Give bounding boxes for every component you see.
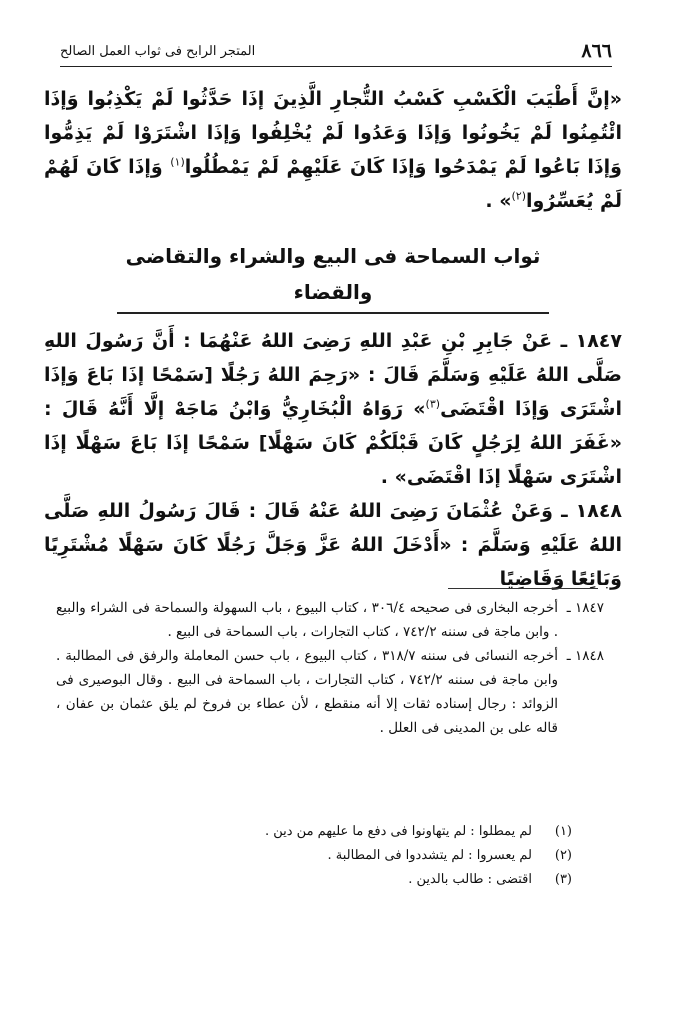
hadith-number-1848: ١٨٤٨ ـ: [561, 500, 623, 522]
hadith-1848-text: وَعَنْ عُثْمَانَ رَضِىَ اللهُ عَنْهُ قَالَ : قَالَ رَسُولُ اللهِ صَلَّى اللهُ عَلَيْهِ وَسَلَّمَ : «أَدْخَلَ اللهُ عَزَّ وَجَلَّ رَجُلًا كَانَ سَهْلًا مُشْتَرِيًا وَبَائِعًا وَقَاضِيًا: [44, 500, 622, 590]
glossary-item-1: [120, 820, 572, 844]
footnote-divider: [448, 588, 598, 589]
glossary-text: لم يمطلوا : لم يتهاونوا فى دفع ما عليهم من دين .: [264, 824, 532, 839]
glossary-number: (٢): [554, 848, 572, 863]
page-number: ٨٦٦: [581, 40, 612, 62]
source-note-1848: [56, 644, 604, 740]
hadith-number-1847: ١٨٤٧ ـ: [560, 330, 622, 352]
source-note-number: ١٨٤٨ ـ: [566, 648, 604, 664]
source-note-text: أخرجه النسائى فى سننه ٣١٨/٧ ، كتاب البيوع ، باب حسن المعاملة والرفق فى المطالبة . وابن ماجة فى سننه ٧٤٢/٢ ، كتاب التجارات ، باب السماحة فى البيع . وقال البوصيرى فى الزوائد : رجال إسناده ثقات إلا أنه منقطع ، لأن عطاء بن فروخ لم يلق عثمان بن عفان ، قاله على بن المدينى فى العلل .: [56, 648, 558, 736]
intro-text: «إنَّ أَطْيَبَ الْكَسْبِ كَسْبُ التُّجارِ الَّذِينَ إذَا حَدَّثُوا لَمْ يَكْذِبُوا وَإذَا ائْتُمِنُوا لَمْ يَخُونُوا وَإذَا وَعَدُوا لَمْ يُخْلِفُوا وَإذَا اشْتَرَوْا لَمْ يَذِمُّوا وَإذَا بَاعُوا لَمْ يَمْدَحُوا وَإذَا كَانَ عَلَيْهِمْ لَمْ يَمْطُلُوا: [44, 88, 622, 178]
intro-end: » .: [485, 190, 512, 212]
glossary-item-2: [120, 844, 572, 868]
hadith-1847: [44, 324, 622, 494]
section-heading: ثواب السماحة فى البيع والشراء والتقاضى والقضاء: [117, 238, 549, 314]
main-text: [44, 82, 622, 596]
running-title: المتجر الرابح فى ثواب العمل الصالح: [60, 43, 256, 59]
glossary-number: (٣): [554, 872, 572, 887]
hadith-1847-text-b: » رَوَاهُ الْبُخَارِيُّ وَابْنُ مَاجَهْ إلَّا أَنَّهُ قَالَ : «غَفَرَ اللهُ لِرَجُلٍ كَانَ قَبْلَكُمْ كَانَ سَهْلًا] سَمْحًا إذَا بَاعَ سَهْلًا إذَا اشْتَرَى سَهْلًا إذَا اقْتَضَى» .: [44, 398, 622, 488]
hadith-1848: [44, 494, 622, 596]
footnote-marker-1[interactable]: (١): [170, 155, 185, 169]
footnote-marker-3[interactable]: (٣): [425, 397, 441, 411]
intro-paragraph: [44, 82, 622, 218]
footnote-marker-2[interactable]: (٢): [511, 189, 527, 203]
source-note-text: أخرجه البخارى فى صحيحه ٣٠٦/٤ ، كتاب البيوع ، باب السهولة والسماحة فى الشراء والبيع . وابن ماجة فى سننه ٧٤٢/٢ ، كتاب التجارات ، باب السماحة فى البيع .: [56, 600, 558, 640]
glossary-footnotes: [120, 820, 572, 892]
hadith-1847-text-a: عَنْ جَابِرِ بْنِ عَبْدِ اللهِ رَضِىَ اللهُ عَنْهُمَا : أَنَّ رَسُولَ اللهِ صَلَّى اللهُ عَلَيْهِ وَسَلَّمَ قَالَ : «رَحِمَ اللهُ رَجُلًا [سَمْحًا إذَا بَاعَ وَإذَا اشْتَرَى وَإذَا اقْتَضَى: [44, 330, 622, 420]
source-note-number: ١٨٤٧ ـ: [566, 600, 604, 616]
glossary-number: (١): [554, 824, 572, 839]
glossary-item-3: [120, 868, 572, 892]
intro-middle: وَإذَا كَانَ لَهُمْ لَمْ يُعَسِّرُوا: [44, 156, 622, 212]
glossary-text: لم يعسروا : لم يتشددوا فى المطالبة .: [327, 848, 532, 863]
glossary-text: اقتضى : طالب بالدين .: [408, 872, 532, 887]
source-note-1847: [56, 596, 604, 644]
source-notes: [56, 596, 604, 740]
running-header: [60, 36, 612, 67]
